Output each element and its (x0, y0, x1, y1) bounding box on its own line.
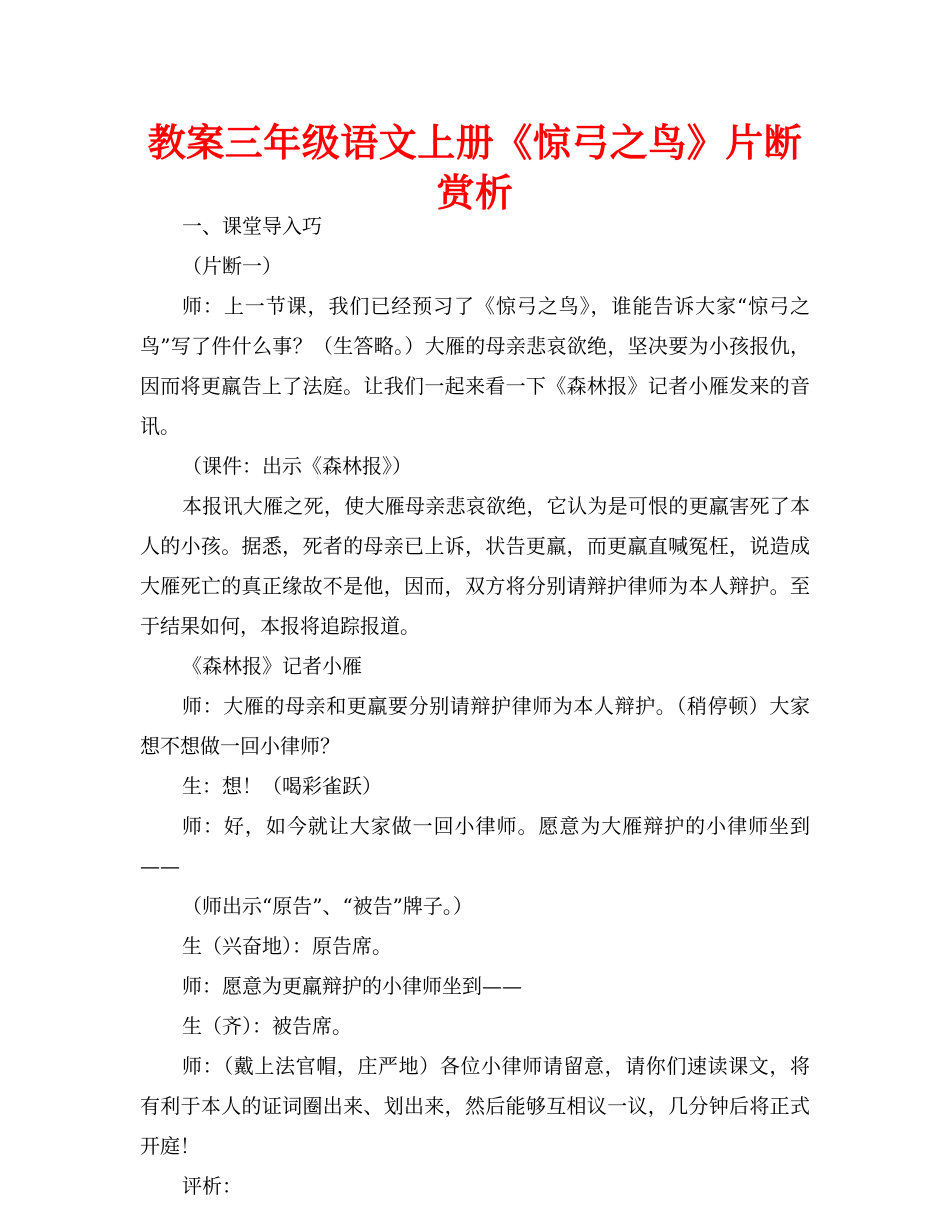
paragraph: 生（兴奋地）：原告席。 (182, 934, 392, 958)
paragraph: 师：愿意为更羸辩护的小律师坐到—— (182, 974, 522, 998)
document-title: 教案三年级语文上册《惊弓之鸟》片断赏析 (147, 121, 803, 215)
paragraph: 《森林报》记者小雁 (182, 654, 362, 678)
paragraph: （师出示“原告”、“被告”牌子。） (182, 894, 473, 918)
paragraph: 生（齐）：被告席。 (182, 1014, 352, 1038)
commentary-label: 评析： (182, 1174, 242, 1198)
document-body (140, 206, 810, 1206)
section-heading: 一、课堂导入巧 (182, 214, 322, 238)
paragraph: 师：（戴上法官帽，庄严地）各位小律师请留意，请你们速读课文，将有利于本人的证词圈出来、划出来，然后能够互相议一议，几分钟后将正式开庭！ (140, 1054, 810, 1158)
paragraph: （课件：出示《森林报》） (182, 454, 412, 478)
paragraph: 本报讯大雁之死，使大雁母亲悲哀欲绝，它认为是可恨的更羸害死了本人的小孩。据悉，死者的母亲已上诉，状告更羸，而更羸直喊冤枉，说造成大雁死亡的真正缘故不是他，因而，双方将分别请辩护律师为本人辩护。至于结果如何，本报将追踪报道。 (140, 494, 810, 638)
excerpt-label: （片断一） (182, 254, 282, 278)
paragraph: 师：好，如今就让大家做一回小律师。愿意为大雁辩护的小律师坐到—— (140, 814, 810, 878)
paragraph: 师：上一节课，我们已经预习了《惊弓之鸟》，谁能告诉大家“惊弓之鸟”写了件什么事？（生答略。）大雁的母亲悲哀欲绝，坚决要为小孩报仇，因而将更羸告上了法庭。让我们一起来看一下《森林报》记者小雁发来的音讯。 (140, 294, 810, 438)
paragraph: 师：大雁的母亲和更羸要分别请辩护律师为本人辩护。（稍停顿）大家想不想做一回小律师？ (140, 694, 810, 758)
paragraph: 生：想！（喝彩雀跃） (182, 774, 382, 798)
